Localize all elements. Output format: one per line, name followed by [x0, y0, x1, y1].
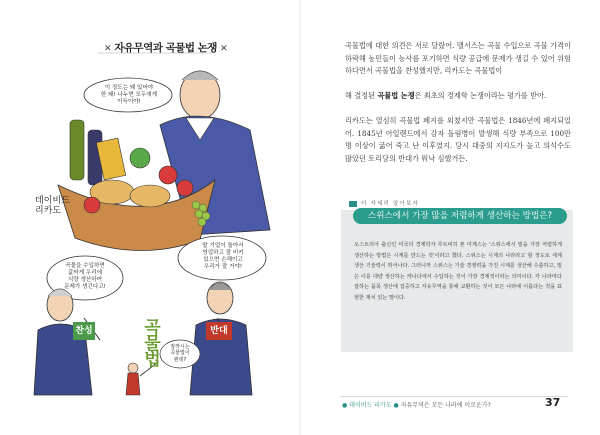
paragraph-2-text-b: 은 최초의 경제학 논쟁이라는 평가를 받아. — [414, 91, 547, 100]
paragraph-3-text: 리카도는 열심히 곡물법 폐지를 외쳤지만 곡물법은 1846년에 폐지되었어. 1845년 아일랜드에서 감자 돌림병이 발생해 식량 부족으로 100만 명 이상이 굶어 죽고 난 이후였지. 당시 대중의 지지도가 높고 의석수도 많았던 토리당의 반대가 워낙 심했거든. — [345, 116, 571, 163]
paragraph-3 — [345, 115, 571, 165]
fruit-apple-3 — [84, 197, 100, 213]
fruit-melon — [130, 148, 150, 168]
right-man-hair — [208, 283, 232, 290]
corn-law-vertical-text: 곡물법 — [140, 318, 160, 366]
paragraph-1-text: 곡물법에 대한 의견은 서로 달랐어. 맬서스는 곡물 수입으로 곡물 가격이 하락해 농민들이 농사를 포기하면 식량 공급에 문제가 생길 수 있어 위험하다면서 곡물법을 찬성했지만, 리카도는 곡물법이 — [345, 41, 571, 75]
sign-con: 반대 — [206, 322, 232, 340]
info-box-body: 오스트리아 출신인 미국의 경제학자 루트비히 폰 미제스는 '스위스에서 밀을 가장 저렴하게 생산하는 방법은 시계를 만드는 것'이라고 했다. 스위스는 시계의 나라라고 할 정도로 세계 생산 기술력이 뛰어나다. 그러니까 스위스는 기술 경쟁력을 가진 시계를 생산해 수출하고, 밀은 이를 대량 생산하는 캐나다에서 수입하는 것이 가장 경제적이라는 의미이다. 각 나라마다 잘하는 품목 생산에 집중하고 자유무역을 통해 교환하는 것이 모든 나라에 이롭다는 것을 표현한 재치 있는 말이다. — [354, 242, 562, 301]
tiny-man-head — [128, 363, 138, 373]
ricardo-name-label: 데이비드 리카도 — [35, 196, 70, 216]
tiny-man-body — [126, 373, 140, 395]
footer-left-text: ● 데이비드 리카도 — [342, 402, 392, 409]
tag-bar-icon — [349, 201, 357, 207]
title-star-left: ✕ — [104, 44, 112, 54]
bottle-green — [70, 120, 84, 180]
info-box-tag-text: 더 자세히 알아보자 — [361, 201, 420, 207]
illustration-title — [104, 40, 227, 55]
ricardo-hair — [182, 71, 218, 80]
sign-pro: 찬성 — [73, 322, 95, 340]
footer-separator: ● — [393, 402, 399, 409]
illustration-title-text: 자유무역과 곡물법 논쟁 — [114, 42, 217, 54]
cartoon-illustration — [0, 0, 299, 435]
fruit-apple-2 — [177, 180, 193, 196]
paragraph-1 — [345, 40, 571, 78]
page-number: 37 — [545, 396, 561, 409]
paragraph-2 — [345, 90, 571, 103]
paragraph-2-bold: 곡물법 논쟁 — [377, 91, 415, 100]
title-star-right: ✕ — [220, 44, 228, 54]
bubble-top-text: 이 정도는 돼 있어야 한 돼! 나누면 모두에게 이득이야! — [100, 85, 158, 105]
footer-book-title: 자유무역은 모든 나라에 이로운가? — [400, 402, 491, 409]
running-footer — [342, 400, 491, 409]
fruit-apple — [159, 166, 177, 184]
footer-rule — [340, 396, 568, 397]
bread-2 — [130, 185, 170, 207]
bubble-small-text: 잠까시는 곡물법이 뭔데? — [170, 344, 190, 363]
info-box-tag — [349, 199, 419, 207]
left-page — [0, 0, 299, 435]
info-box-heading: 스위스에서 가장 많을 저렴하게 생산하는 방법은? — [353, 208, 567, 224]
paragraph-2-text-a: 해 결정된 — [345, 91, 378, 100]
bubble-left-text: 곡물을 수입하면 값싸게 우리에 식량 생산하여 문제가 생긴다고! — [64, 263, 106, 290]
bubble-right-text: 딸 기업이 돌아서 영업하고 잘 비키 있으면 손해이고 우리가 잘 거야! — [202, 243, 244, 270]
